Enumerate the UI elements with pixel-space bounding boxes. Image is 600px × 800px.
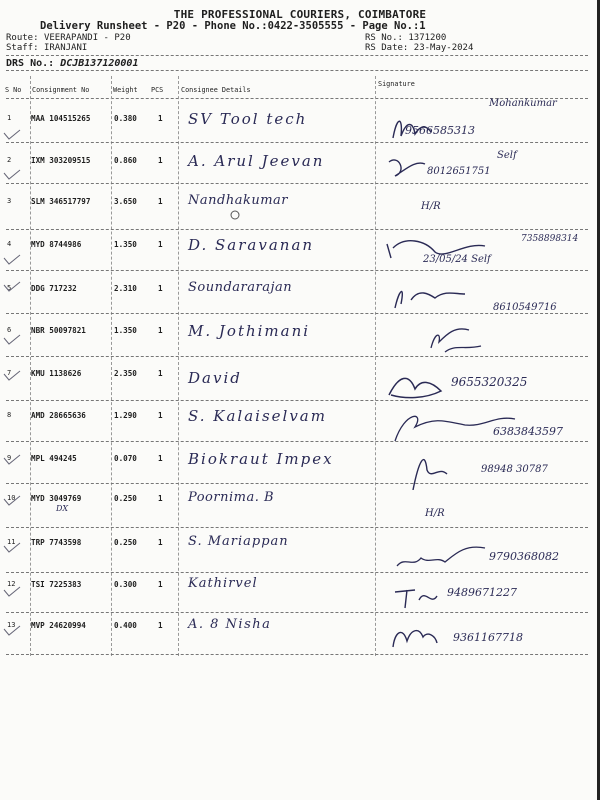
row-consignee: Kathirvel (188, 576, 258, 591)
row-consignment: MAA 104515265 (31, 114, 91, 123)
row-divider (6, 142, 588, 143)
col-header-weight: Weight (113, 86, 138, 94)
row-consignment: DDG 717232 (31, 284, 77, 293)
signature-phone: 9489671227 (447, 586, 517, 599)
row-pcs: 1 (158, 156, 163, 165)
rs-date-label: RS Date: (365, 43, 409, 53)
signature-phone: 8610549716 (493, 302, 557, 313)
row-consignment: IXM 303209515 (31, 156, 91, 165)
row-weight: 1.290 (114, 411, 137, 420)
row-signature (385, 98, 595, 150)
row-signature (385, 280, 595, 320)
table-row (0, 98, 600, 153)
signature-note: Self (497, 150, 517, 161)
row-signature (385, 365, 595, 405)
row-consignment: MYD 3049769 (31, 494, 82, 503)
drs-label: DRS No.: (6, 58, 55, 69)
signature-phone: H/R (425, 508, 445, 519)
check-mark (4, 455, 20, 464)
row-consignee: M. Jothimani (188, 322, 311, 340)
table-row (0, 152, 600, 195)
row-weight: 0.860 (114, 156, 137, 165)
rs-date-value: 23-May-2024 (413, 43, 474, 53)
table-row (0, 450, 600, 493)
row-consignee: Soundararajan (188, 280, 293, 295)
row-weight: 3.650 (114, 197, 137, 206)
row-divider (6, 183, 588, 184)
row-signature (385, 450, 595, 490)
signature-phone: 9790368082 (489, 550, 559, 563)
row-consignee: David (188, 369, 242, 387)
col-header-sno: S No (5, 86, 22, 94)
row-consignment: TSI 7225383 (31, 580, 82, 589)
row-pcs: 1 (158, 284, 163, 293)
row-pcs: 1 (158, 494, 163, 503)
signature-note: Mohankumar (489, 98, 557, 109)
divider (6, 70, 588, 71)
drs-value: DCJB137120001 (60, 58, 139, 69)
row-consignee: A. Arul Jeevan (188, 152, 325, 170)
row-weight: 0.250 (114, 494, 137, 503)
row-divider (6, 356, 588, 357)
signature-phone: 98948 30787 (481, 464, 548, 475)
row-sno: 13 (7, 621, 16, 629)
row-divider (6, 572, 588, 573)
row-consignment: MPL 494245 (31, 454, 77, 463)
row-sno: 4 (7, 240, 12, 248)
check-mark (4, 543, 20, 552)
signature-phone: 9361167718 (453, 631, 523, 644)
row-signature (385, 490, 595, 530)
row-sno: 1 (7, 114, 12, 122)
row-divider (6, 400, 588, 401)
col-header-signature: Signature (378, 80, 415, 88)
check-mark (4, 130, 20, 139)
check-mark (4, 335, 20, 344)
row-consignment: NBR 50097821 (31, 326, 86, 335)
signature-phone: 6383843597 (493, 425, 563, 438)
route-value: VEERAPANDI - P20 (43, 33, 131, 43)
table-row (0, 236, 600, 279)
row-signature (385, 152, 595, 192)
signature-phone: 23/05/24 Self (423, 254, 491, 265)
row-consignee: S. Kalaiselvam (188, 407, 327, 425)
row-weight: 0.380 (114, 114, 137, 123)
row-pcs: 1 (158, 114, 163, 123)
row-consignment: TRP 7743598 (31, 538, 82, 547)
row-signature (385, 617, 595, 657)
row-sno: 8 (7, 411, 12, 419)
row-pcs: 1 (158, 538, 163, 547)
row-consignee: A. 8 Nisha (188, 617, 272, 632)
divider (6, 55, 588, 56)
row-pcs: 1 (158, 411, 163, 420)
check-mark (4, 371, 20, 380)
signature-phone: 9655320325 (451, 375, 528, 389)
route-label: Route: (6, 33, 39, 43)
row-divider (6, 527, 588, 528)
row-divider (6, 612, 588, 613)
row-consignee: D. Saravanan (188, 236, 315, 254)
company-title: THE PROFESSIONAL COURIERS, COIMBATORE (173, 8, 427, 21)
row-consignee: Biokraut Impex (188, 450, 334, 468)
check-mark (4, 282, 20, 291)
row-pcs: 1 (158, 369, 163, 378)
row-weight: 0.070 (114, 454, 137, 463)
row-weight: 2.350 (114, 369, 137, 378)
table-row (0, 322, 600, 365)
row-consignment: MYD 8744986 (31, 240, 82, 249)
row-weight: 0.300 (114, 580, 137, 589)
row-divider (6, 270, 588, 271)
row-divider (6, 483, 588, 484)
row-consignment: MVP 24620994 (31, 621, 86, 630)
col-header-consignment: Consignment No (32, 86, 90, 94)
row-pcs: 1 (158, 580, 163, 589)
row-pcs: 1 (158, 197, 163, 206)
row-consignee: SV Tool tech (188, 110, 308, 128)
signature-scribble (385, 280, 595, 320)
row-sno: 10 (7, 494, 16, 502)
row-pcs: 1 (158, 240, 163, 249)
check-mark (4, 626, 20, 635)
row-consignee: Nandhakumar (188, 193, 288, 208)
row-weight: 0.250 (114, 538, 137, 547)
divider (6, 654, 588, 655)
col-header-consignee: Consignee Details (181, 86, 251, 94)
row-sno: 11 (7, 538, 16, 546)
row-pcs: 1 (158, 621, 163, 630)
row-weight: 2.310 (114, 284, 137, 293)
table-row (0, 365, 600, 408)
check-marks (0, 0, 40, 660)
table-row (0, 280, 600, 323)
row-consignment: AMD 28665636 (31, 411, 86, 420)
check-mark (4, 170, 20, 179)
runsheet-title: Delivery Runsheet - P20 - Phone No.:0422-3505555 - Page No.:1 (40, 20, 426, 32)
row-consignee: Poornima. B (188, 490, 275, 505)
circle-mark (228, 208, 242, 222)
row-sno: 12 (7, 580, 16, 588)
row-consignment: KMU 1138626 (31, 369, 82, 378)
check-mark (4, 587, 20, 596)
row-pcs: 1 (158, 326, 163, 335)
row-weight: 1.350 (114, 326, 137, 335)
signature-phone: H/R (421, 201, 441, 212)
rs-no-label: RS No.: (365, 33, 403, 43)
row-signature (385, 193, 595, 233)
row-annotation: DX (56, 504, 69, 513)
row-sno: 7 (7, 369, 12, 377)
row-sno: 2 (7, 156, 12, 164)
col-header-pcs: PCS (151, 86, 164, 94)
row-signature (385, 534, 595, 574)
row-consignee: S. Mariappan (188, 534, 289, 549)
row-sno: 9 (7, 454, 12, 462)
row-divider (6, 313, 588, 314)
row-divider (6, 229, 588, 230)
row-signature (385, 576, 595, 616)
signature-phone: 9566585313 (405, 124, 475, 137)
check-mark (4, 255, 20, 264)
row-sno: 3 (7, 197, 12, 205)
rs-block (365, 33, 473, 53)
row-weight: 1.350 (114, 240, 137, 249)
signature-note: 7358898314 (521, 234, 579, 244)
staff-value: IRANJANI (43, 43, 88, 53)
row-divider (6, 441, 588, 442)
row-sno: 5 (7, 284, 12, 292)
check-mark (4, 496, 20, 505)
table-row (0, 407, 600, 450)
rs-no-value: 1371200 (408, 33, 447, 43)
row-weight: 0.400 (114, 621, 137, 630)
row-consignment: SLM 346517797 (31, 197, 91, 206)
staff-label: Staff: (6, 43, 39, 53)
row-sno: 6 (7, 326, 12, 334)
row-pcs: 1 (158, 454, 163, 463)
signature-phone: 8012651751 (427, 166, 491, 177)
table-row (0, 534, 600, 577)
